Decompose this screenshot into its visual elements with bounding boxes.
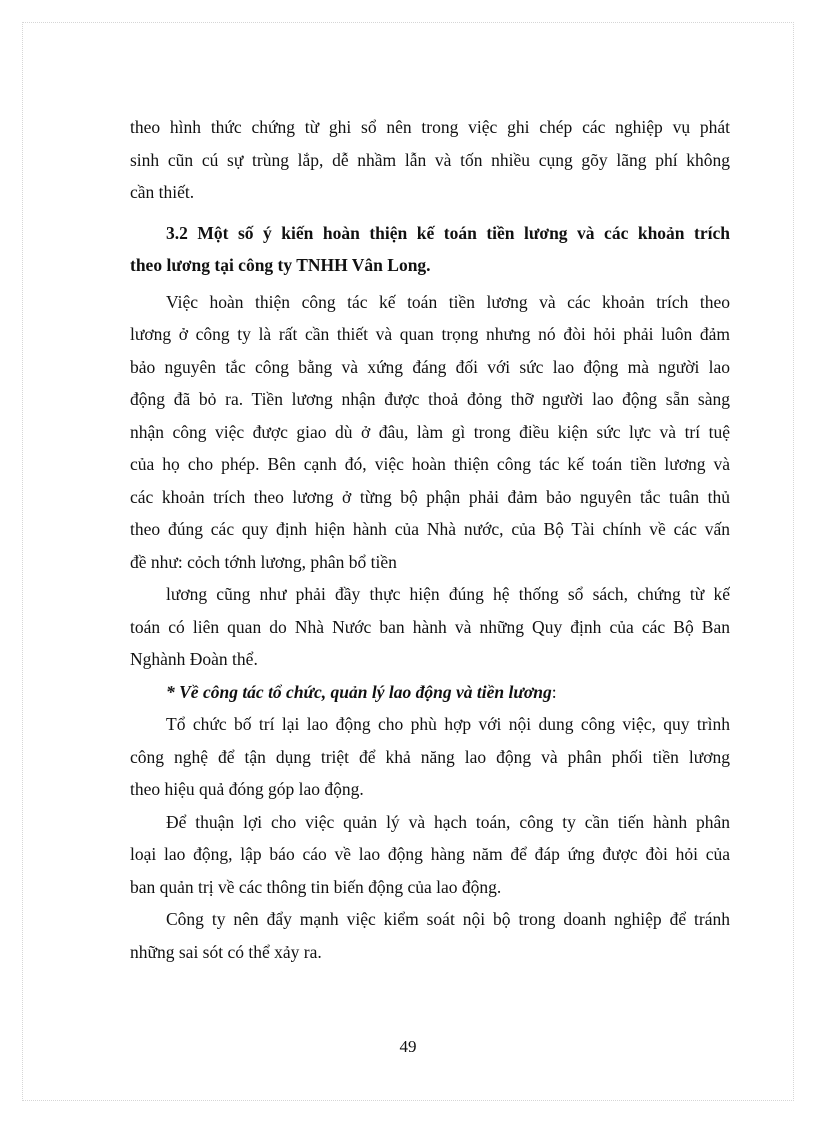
paragraph-1: [130, 286, 730, 579]
text-line: công nghệ để tận dụng triệt để khả năng lao động và phân phối tiền lương: [130, 746, 730, 767]
text-line: cần thiết.: [130, 182, 195, 202]
paragraph-2: [130, 578, 730, 676]
page-number: 49: [399, 1037, 417, 1056]
text-line: của họ cho phép. Bên cạnh đó, việc hoàn thiện công tác kế toán tiền lương và: [130, 454, 730, 474]
text-line: những sai sót có thể xảy ra.: [130, 941, 322, 962]
text-line: lương ở công ty là rất cần thiết và quan trọng nhưng nó đòi hỏi phải luôn đảm: [130, 324, 730, 344]
subheading-marker: *: [166, 681, 180, 702]
text-line: bảo nguyên tắc công bằng và xứng đáng đối với sức lao động mà người lao: [130, 356, 730, 377]
text-line: các khoản trích theo lương ở từng bộ phận phải đảm bảo nguyên tắc tuân thủ: [130, 486, 730, 507]
subheading: [130, 676, 730, 709]
subheading-suffix: :: [551, 681, 557, 702]
text-line: đề như: cỏch tớnh lương, phân bổ tiền: [130, 551, 397, 572]
paragraph-4: [130, 806, 730, 904]
text-line: động đã bỏ ra. Tiền lương nhận được thoả đỏng thỡ người lao động sẵn sàng: [130, 389, 730, 409]
text-line: theo hiệu quả đóng góp lao động.: [130, 779, 364, 799]
paragraph-3: [130, 708, 730, 806]
document-body: [130, 111, 730, 968]
text-line: theo hình thức chứng từ ghi sổ nên trong việc ghi chép các nghiệp vụ phát: [130, 117, 730, 137]
subheading-text: Về công tác tổ chức, quản lý lao động và tiền lương: [179, 681, 552, 702]
text-line: Nghành Đoàn thể.: [130, 649, 258, 669]
text-line: Việc hoàn thiện công tác kế toán tiền lương và các khoản trích theo: [166, 291, 730, 312]
text-line: Tổ chức bố trí lại lao động cho phù hợp với nội dung công việc, quy trình: [166, 714, 730, 734]
heading-line: theo lương tại công ty TNHH Vân Long.: [130, 255, 431, 275]
intro-paragraph: [130, 111, 730, 209]
text-line: theo đúng các quy định hiện hành của Nhà nước, của Bộ Tài chính về các vấn: [130, 519, 730, 539]
section-heading: [130, 217, 730, 282]
paragraph-5: [130, 903, 730, 968]
text-line: Để thuận lợi cho việc quản lý và hạch toán, công ty cần tiến hành phân: [166, 811, 730, 832]
text-line: toán có liên quan do Nhà Nước ban hành và những Quy định của các Bộ Ban: [130, 616, 730, 637]
heading-line: 3.2 Một số ý kiến hoàn thiện kế toán tiền lương và các khoản trích: [166, 222, 730, 243]
text-line: lương cũng như phải đầy thực hiện đúng hệ thống sổ sách, chứng từ kế: [166, 584, 730, 604]
text-line: nhận công việc được giao dù ở đâu, làm gì trong điều kiện sức lực và trí tuệ: [130, 421, 730, 442]
text-line: ban quản trị về các thông tin biến động của lao động.: [130, 876, 502, 897]
text-line: sinh cũn cú sự trùng lắp, dễ nhầm lẫn và tốn nhiều cụng gõy lãng phí không: [130, 149, 730, 170]
text-line: Công ty nên đẩy mạnh việc kiểm soát nội bộ trong doanh nghiệp để tránh: [166, 909, 730, 929]
text-line: loại lao động, lập báo cáo về lao động hàng năm để đáp ứng được đòi hỏi của: [130, 844, 730, 864]
